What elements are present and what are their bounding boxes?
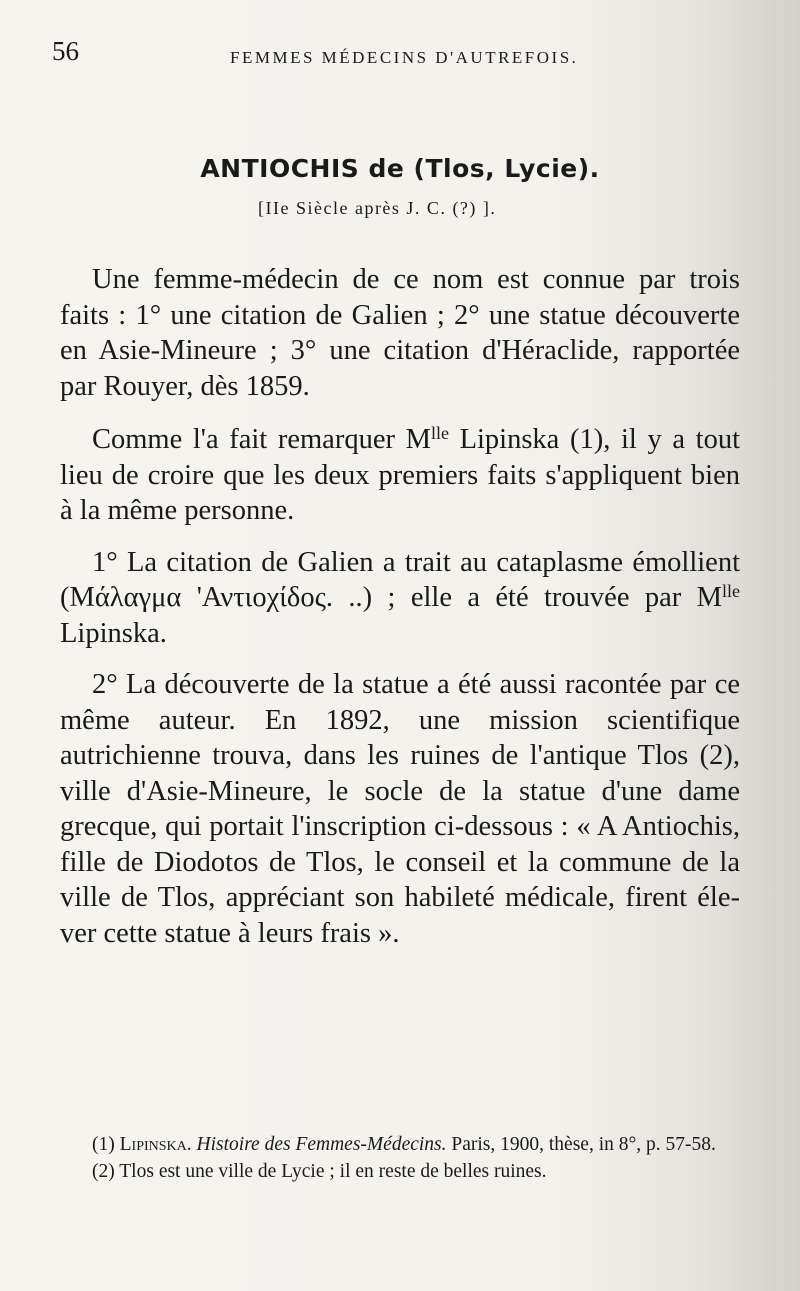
paragraph-2 bbox=[60, 422, 740, 529]
running-head: FEMMES MÉDECINS D'AUTREFOIS. bbox=[230, 48, 579, 67]
paragraph-3-before: 1° La citation de Galien a trait au cataplasme émollient (Μάλαγμα 'Αντιοχίδος. ..) ; elle a été trouvée par M bbox=[60, 546, 740, 613]
paragraph-2-after: Lipinska (1), il y a tout lieu de croire que les deux premiers faits s'appliquent bien à la même personne. bbox=[60, 424, 740, 526]
paragraph-3 bbox=[60, 545, 740, 652]
footnote-2-text: Tlos est une ville de Lycie ; il en reste de belles ruines. bbox=[114, 1161, 547, 1182]
paragraph-2-sup: lle bbox=[430, 423, 449, 443]
footnote-1-marker: (1) bbox=[92, 1134, 115, 1155]
footnote-1-title: Histoire des Femmes-Médecins. bbox=[196, 1134, 447, 1155]
body-text bbox=[60, 262, 740, 969]
paragraph-4: 2° La découverte de la statue a été aussi racontée par ce même auteur. En 1892, une mission scientifique autrichienne trouva, dans les ruines de l'antique Tlos (2), ville d'Asie-Mineure, le socle de la statue d'une dame grecque, qui portait l'inscription ci-dessous : « A Antiochis, fille de Diodotos de Tlos, le conseil et la commune de la ville de Tlos, appréciant son habileté médicale, firent élever cette statue à leurs frais ». bbox=[60, 669, 740, 949]
footnote-2-marker: (2) bbox=[92, 1161, 115, 1182]
section-title: ANTIOCHIS de (Tlos, Lycie). bbox=[200, 154, 600, 183]
footnote-2 bbox=[72, 1160, 750, 1183]
paragraph-2-before: Comme l'a fait remarquer M bbox=[92, 424, 431, 455]
footnote-1-author: Lipinska. bbox=[119, 1134, 192, 1155]
page-header bbox=[52, 36, 752, 76]
footnotes bbox=[72, 1133, 750, 1187]
paragraph-3-after: Lipinska. bbox=[60, 617, 167, 649]
paragraph-3-sup: lle bbox=[722, 581, 740, 601]
section-subtitle: [IIe Siècle après J. C. (?) ]. bbox=[258, 198, 497, 218]
page-number: 56 bbox=[52, 36, 79, 66]
footnote-1 bbox=[72, 1133, 750, 1156]
paragraph-1: Une femme-médecin de ce nom est connue par trois faits : 1° une citation de Galien ; 2° une statue découverte en Asie-Mineure ; 3° une citation d'Héraclide, rapportée par Rouyer, dès 1859. bbox=[60, 264, 740, 402]
footnote-1-rest: Paris, 1900, thèse, in 8°, p. 57-58. bbox=[446, 1134, 716, 1155]
